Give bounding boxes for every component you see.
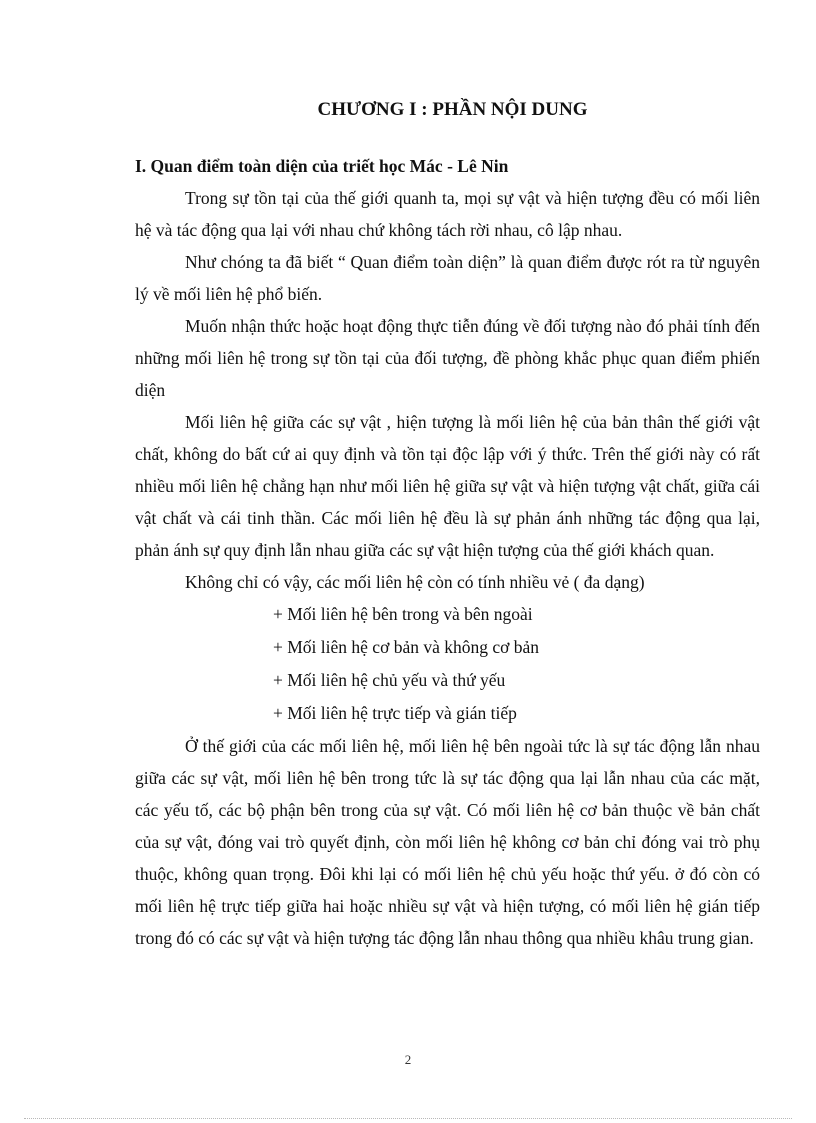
paragraph-1: Trong sự tồn tại của thế giới quanh ta, mọi sự vật và hiện tượng đều có mối liên hệ và tác động qua lại với nhau chứ không tách rời nhau, cô lập nhau.	[135, 188, 760, 240]
paragraph-4: Mối liên hệ giữa các sự vật , hiện tượng là mối liên hệ của bản thân thế giới vật chất, không do bất cứ ai quy định và tồn tại độc lập với ý thức. Trên thế giới này có rất nhiều mối liên hệ chẳng hạn như mối liên hệ giữa sự vật và hiện tượng vật chất, giữa cái vật chất và cái tinh thần. Các mối liên hệ đều là sự phản ánh những tác động qua lại, phản ánh sự quy định lẫn nhau giữa các sự vật hiện tượng của thế giới khách quan.	[135, 412, 760, 560]
page-content	[135, 96, 760, 954]
paragraph-2: Như chóng ta đã biết “ Quan điểm toàn diện” là quan điểm được rót ra từ nguyên lý về mối liên hệ phổ biến.	[135, 252, 760, 304]
relation-type-list	[135, 598, 760, 730]
page-number: 2	[404, 1052, 412, 1067]
paragraph-5: Không chỉ có vậy, các mối liên hệ còn có tính nhiều vẻ ( đa dạng)	[185, 572, 645, 592]
list-item: + Mối liên hệ chủ yếu và thứ yếu	[273, 670, 506, 690]
list-item: + Mối liên hệ trực tiếp và gián tiếp	[273, 703, 517, 723]
paragraph-6: Ở thế giới của các mối liên hệ, mối liên hệ bên ngoài tức là sự tác động lẫn nhau giữa các sự vật, mối liên hệ bên trong tức là sự tác động qua lại lẫn nhau của các mặt, các yếu tố, các bộ phận bên trong của sự vật. Có mối liên hệ cơ bản thuộc về bản chất của sự vật, đóng vai trò quyết định, còn mối liên hệ không cơ bản chỉ đóng vai trò phụ thuộc, không quan trọng. Đôi khi lại có mối liên hệ chủ yếu hoặc thứ yếu. ở đó còn có mối liên hệ trực tiếp giữa hai hoặc nhiều sự vật và hiện tượng, có mối liên hệ gián tiếp trong đó có các sự vật và hiện tượng tác động lẫn nhau thông qua nhiều khâu trung gian.	[135, 736, 760, 948]
list-item: + Mối liên hệ cơ bản và không cơ bản	[273, 637, 540, 657]
paragraph-3: Muốn nhận thức hoặc hoạt động thực tiễn đúng về đối tượng nào đó phải tính đến những mối liên hệ trong sự tồn tại của đối tượng, đề phòng khắc phục quan điểm phiến diện	[135, 316, 760, 400]
section-heading: I. Quan điểm toàn diện của triết học Mác - Lê Nin	[135, 156, 509, 176]
page-bottom-border	[24, 1118, 792, 1119]
chapter-title: CHƯƠNG I : PHẦN NỘI DUNG	[317, 99, 588, 120]
list-item: + Mối liên hệ bên trong và bên ngoài	[273, 604, 533, 624]
